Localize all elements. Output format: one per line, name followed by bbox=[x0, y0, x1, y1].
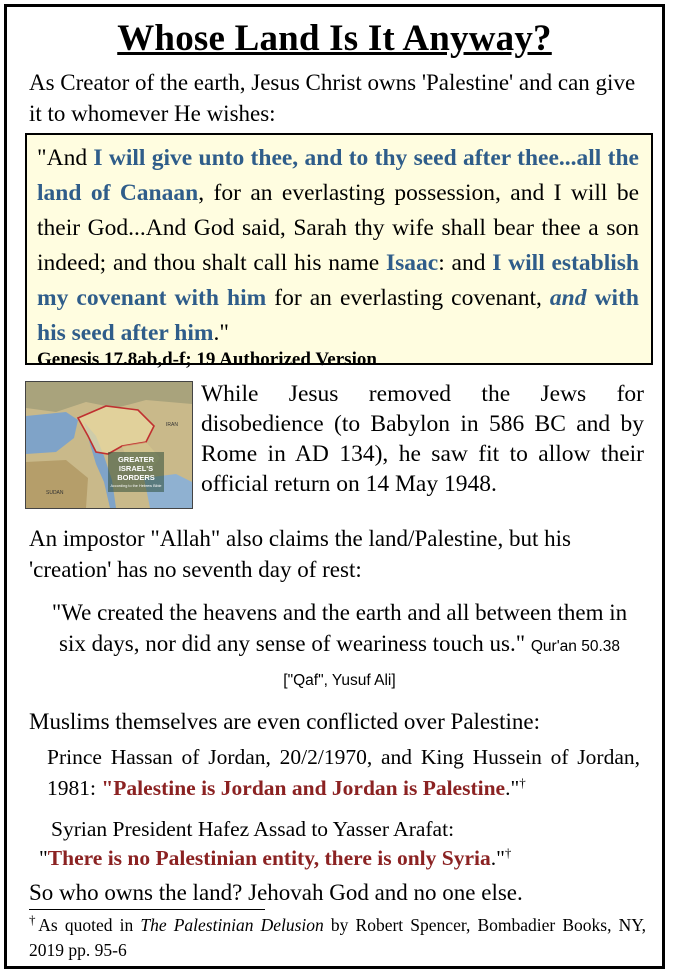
intro-paragraph: As Creator of the earth, Jesus Christ owns 'Palestine' and can give it to whomever He wishes: bbox=[29, 70, 636, 126]
footnote-post: by Robert Spencer, Bombadier Books, NY, 2019 pp. 95-6 bbox=[29, 915, 646, 960]
muslims-paragraph: Muslims themselves are even conflicted over Palestine: bbox=[29, 709, 540, 734]
map-graphic bbox=[26, 382, 192, 508]
quote-highlight-covenant: I will establish my covenant with him bbox=[37, 250, 639, 311]
map-label-1: GREATER bbox=[117, 455, 155, 464]
map-label-2: ISRAEL'S bbox=[118, 464, 154, 473]
hassan-quote-text: Palestine is Jordan and Jordan is Palestine bbox=[113, 776, 506, 800]
assad-quote-open: " bbox=[39, 846, 48, 870]
assad-quote-text: There is no Palestinian entity, there is only Syria bbox=[47, 846, 491, 870]
genesis-reference: Genesis 17.8ab,d-f; 19 Authorized Version bbox=[37, 349, 377, 370]
map-region-iran: IRAN bbox=[166, 422, 178, 428]
quote-highlight-seed: with his seed after him bbox=[37, 285, 639, 346]
hassan-lead: Prince Hassan of Jordan, 20/2/1970, and King Hussein of Jordan, 1981: bbox=[47, 745, 640, 800]
page-title: Whose Land Is It Anyway? bbox=[117, 18, 552, 59]
hassan-quote-close: ." bbox=[505, 776, 520, 800]
map-region-sudan: SUDAN bbox=[46, 490, 64, 496]
genesis-quote-text bbox=[37, 141, 639, 351]
history-paragraph: While Jesus removed the Jews for disobedience (to Babylon in 586 BC and by Rome in AD 134), he saw fit to allow their official return on 14 May 1948. bbox=[201, 381, 644, 497]
quote-text-3: for an everlasting covenant, bbox=[266, 285, 550, 311]
quote-text-1: , for an everlasting possession, and I will be their God...And God said, Sarah thy wife shall bear thee a son indeed; and thou shalt call his name bbox=[37, 180, 640, 276]
footnote-mark: † bbox=[29, 912, 39, 928]
assad-footnote-mark: † bbox=[504, 844, 512, 860]
quote-italic-and: and bbox=[549, 285, 587, 311]
footnote bbox=[29, 913, 646, 963]
quote-open: "And bbox=[37, 145, 94, 171]
quote-text-2: : and bbox=[438, 250, 493, 276]
genesis-quote-box bbox=[25, 133, 653, 370]
assad-quote bbox=[39, 815, 642, 873]
footnote-book-title: The Palestinian Delusion bbox=[140, 915, 324, 935]
greater-israel-map-image bbox=[25, 381, 193, 509]
quote-highlight-isaac: Isaac bbox=[385, 250, 439, 276]
hassan-quote-open: " bbox=[101, 776, 114, 800]
conclusion-paragraph: So who owns the land? Jehovah God and no one else. bbox=[29, 880, 523, 905]
tract-frame bbox=[4, 4, 665, 969]
assad-lead: Syrian President Hafez Assad to Yasser Arafat: bbox=[51, 817, 455, 841]
assad-quote-line bbox=[39, 844, 642, 873]
quran-reference: Qur'an 50.38 ["Qaf", Yusuf Ali] bbox=[283, 638, 620, 689]
hassan-quote bbox=[47, 742, 640, 804]
hassan-footnote-mark: † bbox=[519, 774, 526, 790]
quote-highlight-1: I will give unto thee, and to thy seed after thee...all the land of Canaan bbox=[37, 145, 639, 206]
assad-quote-close: ." bbox=[490, 846, 505, 870]
quote-close: ." bbox=[213, 320, 229, 346]
footnote-divider bbox=[29, 909, 265, 910]
quran-quote-text: "We created the heavens and the earth and all between them in six days, nor did any sense of weariness touch us." bbox=[51, 600, 628, 656]
quran-quote bbox=[47, 597, 632, 696]
allah-paragraph: An impostor "Allah" also claims the land/Palestine, but his 'creation' has no seventh day of rest: bbox=[29, 526, 571, 582]
footnote-pre: As quoted in bbox=[38, 915, 141, 935]
map-label-4: According to the Hebrew Bible bbox=[110, 484, 162, 488]
map-label-3: BORDERS bbox=[117, 473, 155, 482]
